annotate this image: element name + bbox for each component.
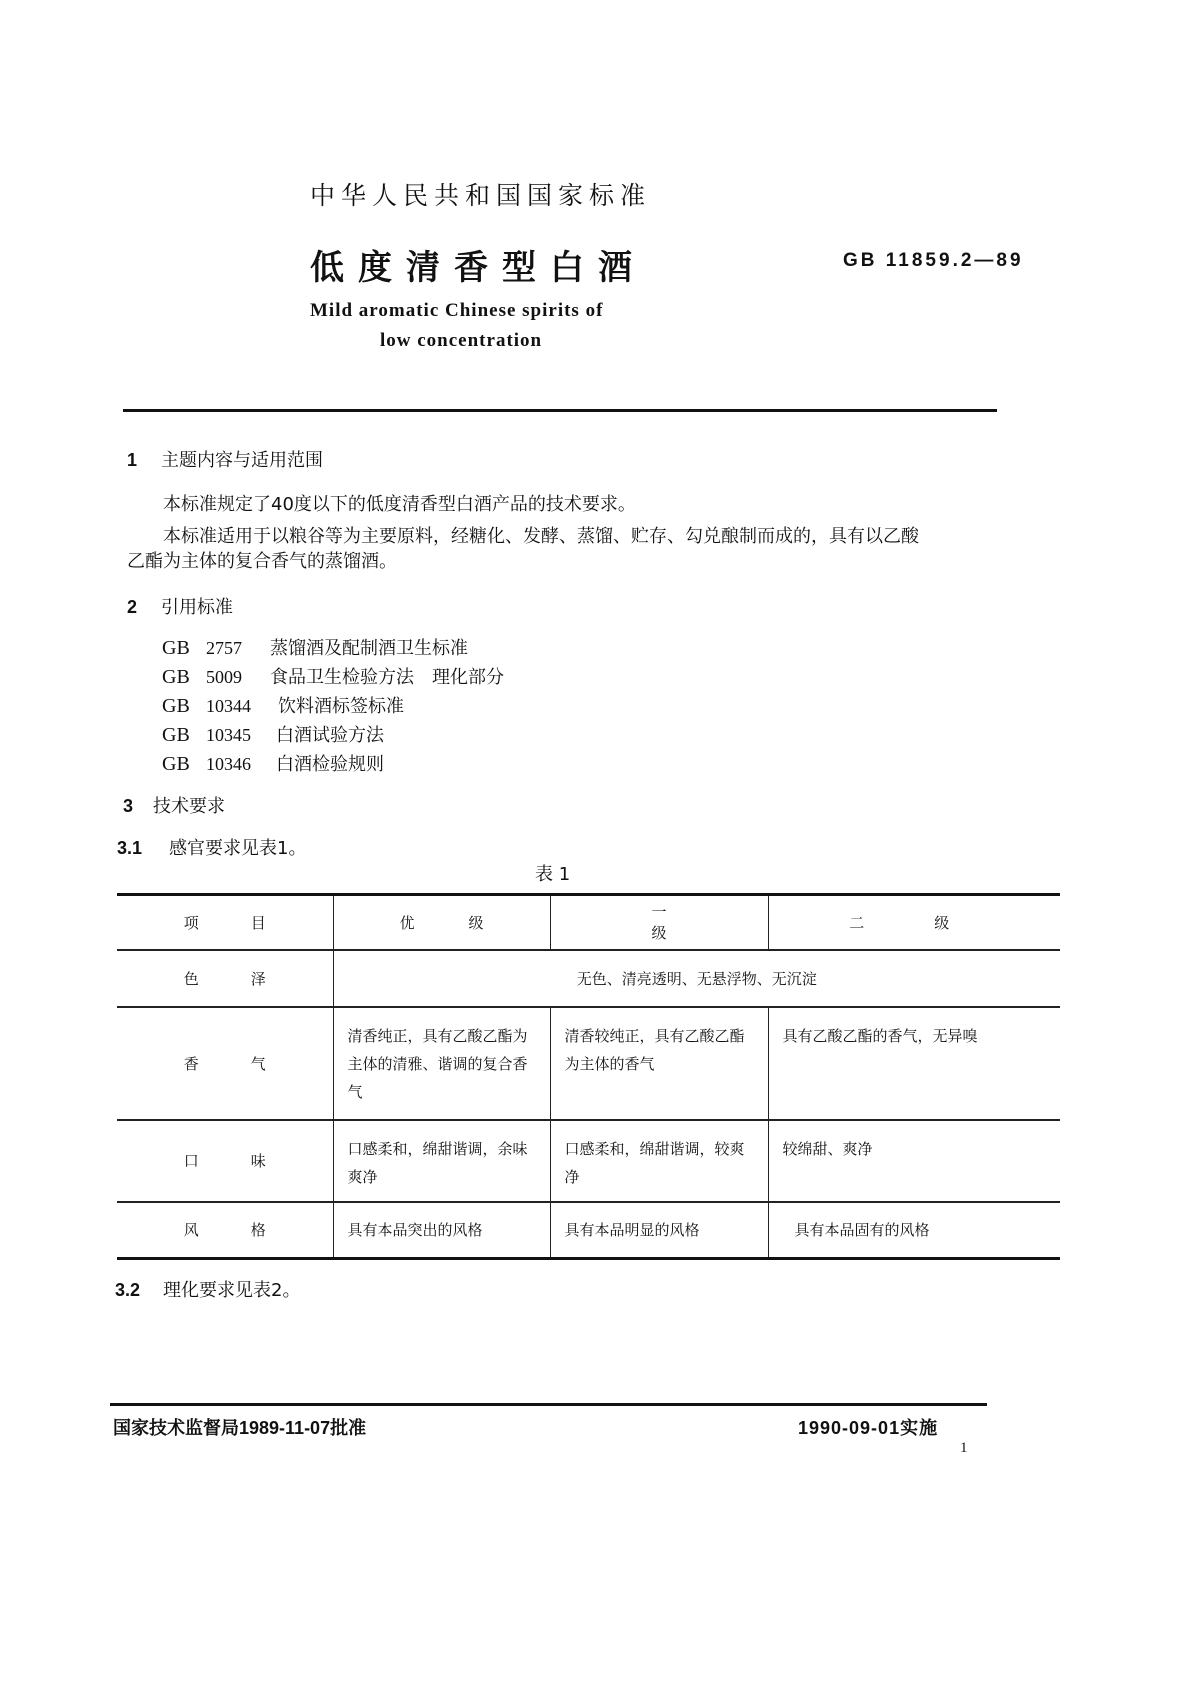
sensory-requirements-table: [117, 893, 1060, 1260]
ref-number: 10344: [206, 696, 251, 716]
section-number: 3: [123, 796, 134, 816]
table-cell: 较绵甜、爽净: [768, 1120, 1060, 1202]
ref-number: 2757: [206, 638, 242, 658]
ref-title: 食品卫生检验方法 理化部分: [270, 667, 504, 688]
ref-title: 白酒试验方法: [276, 725, 384, 746]
national-standard-label: 中华人民共和国国家标准: [310, 181, 652, 210]
column-header-item: 项目: [183, 913, 318, 932]
header-divider: [123, 409, 997, 412]
footer-divider: [110, 1403, 987, 1406]
section-3-heading: [123, 792, 225, 818]
row-label: 香气: [183, 1054, 318, 1073]
ref-prefix: GB: [162, 724, 190, 746]
clause-text: 感官要求见表1。: [169, 838, 307, 859]
row-label: 风格: [183, 1221, 318, 1240]
table-cell: 具有本品突出的风格: [333, 1202, 550, 1259]
reference-item: [162, 663, 504, 689]
section-title: 引用标准: [161, 597, 233, 618]
document-title-en-line1: Mild aromatic Chinese spirits of: [310, 300, 604, 321]
column-header-grade1: 一级: [550, 895, 768, 950]
section-1-heading: [127, 446, 323, 472]
implementation-date: 1990-09-01实施: [798, 1418, 939, 1438]
table-row: [117, 1007, 1060, 1120]
table-row: [117, 1120, 1060, 1202]
clause-text: 理化要求见表2。: [163, 1280, 301, 1301]
table-header-row: [117, 895, 1060, 950]
table-cell: 清香较纯正，具有乙酸乙酯为主体的香气: [550, 1007, 768, 1120]
reference-item: [162, 750, 384, 776]
section-2-heading: [127, 593, 233, 619]
table-row: [117, 950, 1060, 1007]
page-number: 1: [960, 1440, 968, 1456]
section-number: 2: [127, 597, 138, 617]
ref-prefix: GB: [162, 695, 190, 717]
clause-number: 3.2: [115, 1280, 141, 1300]
column-header-grade2: 二级: [768, 895, 1060, 950]
document-title-cn: 低度清香型白酒: [310, 248, 646, 288]
table-cell: 具有本品明显的风格: [550, 1202, 768, 1259]
table-caption: 表 1: [535, 864, 571, 885]
document-title-en-line2: low concentration: [380, 330, 543, 351]
paragraph: 乙酯为主体的复合香气的蒸馏酒。: [127, 551, 397, 572]
clause-3-1: [117, 834, 306, 860]
ref-prefix: GB: [162, 637, 190, 659]
standard-number: GB 11859.2—89: [843, 250, 1024, 271]
clause-number: 3.1: [117, 838, 143, 858]
table-cell: 口感柔和，绵甜谐调，较爽净: [550, 1120, 768, 1202]
ref-number: 10346: [206, 754, 251, 774]
column-header-premium: 优级: [333, 895, 550, 950]
approval-statement: 国家技术监督局1989-11-07批准: [113, 1418, 367, 1438]
ref-title: 饮料酒标签标准: [278, 696, 404, 717]
table-cell: 清香纯正，具有乙酸乙酯为主体的清雅、谐调的复合香气: [333, 1007, 550, 1120]
paragraph: 本标准规定了40度以下的低度清香型白酒产品的技术要求。: [163, 494, 636, 515]
paragraph: 本标准适用于以粮谷等为主要原料，经糖化、发酵、蒸馏、贮存、勾兑酿制而成的，具有以乙酸: [163, 526, 919, 547]
reference-item: [162, 634, 468, 660]
row-label: 口味: [183, 1152, 318, 1170]
ref-prefix: GB: [162, 666, 190, 688]
merged-cell: 无色、清亮透明、无悬浮物、无沉淀: [333, 950, 1060, 1007]
section-title: 主题内容与适用范围: [161, 450, 323, 471]
section-title: 技术要求: [153, 796, 225, 817]
ref-number: 10345: [206, 725, 251, 745]
ref-title: 白酒检验规则: [276, 754, 384, 775]
table-row: [117, 1202, 1060, 1259]
section-number: 1: [127, 450, 138, 470]
table-cell: 具有乙酸乙酯的香气，无异嗅: [768, 1007, 1060, 1120]
reference-item: [162, 692, 404, 718]
ref-prefix: GB: [162, 753, 190, 775]
ref-number: 5009: [206, 667, 242, 687]
ref-title: 蒸馏酒及配制酒卫生标准: [270, 638, 468, 659]
row-label: 色泽: [183, 969, 318, 988]
table-cell: 口感柔和，绵甜谐调，余味爽净: [333, 1120, 550, 1202]
reference-item: [162, 721, 384, 747]
clause-3-2: [115, 1276, 300, 1302]
table-cell: 具有本品固有的风格: [768, 1202, 1060, 1259]
